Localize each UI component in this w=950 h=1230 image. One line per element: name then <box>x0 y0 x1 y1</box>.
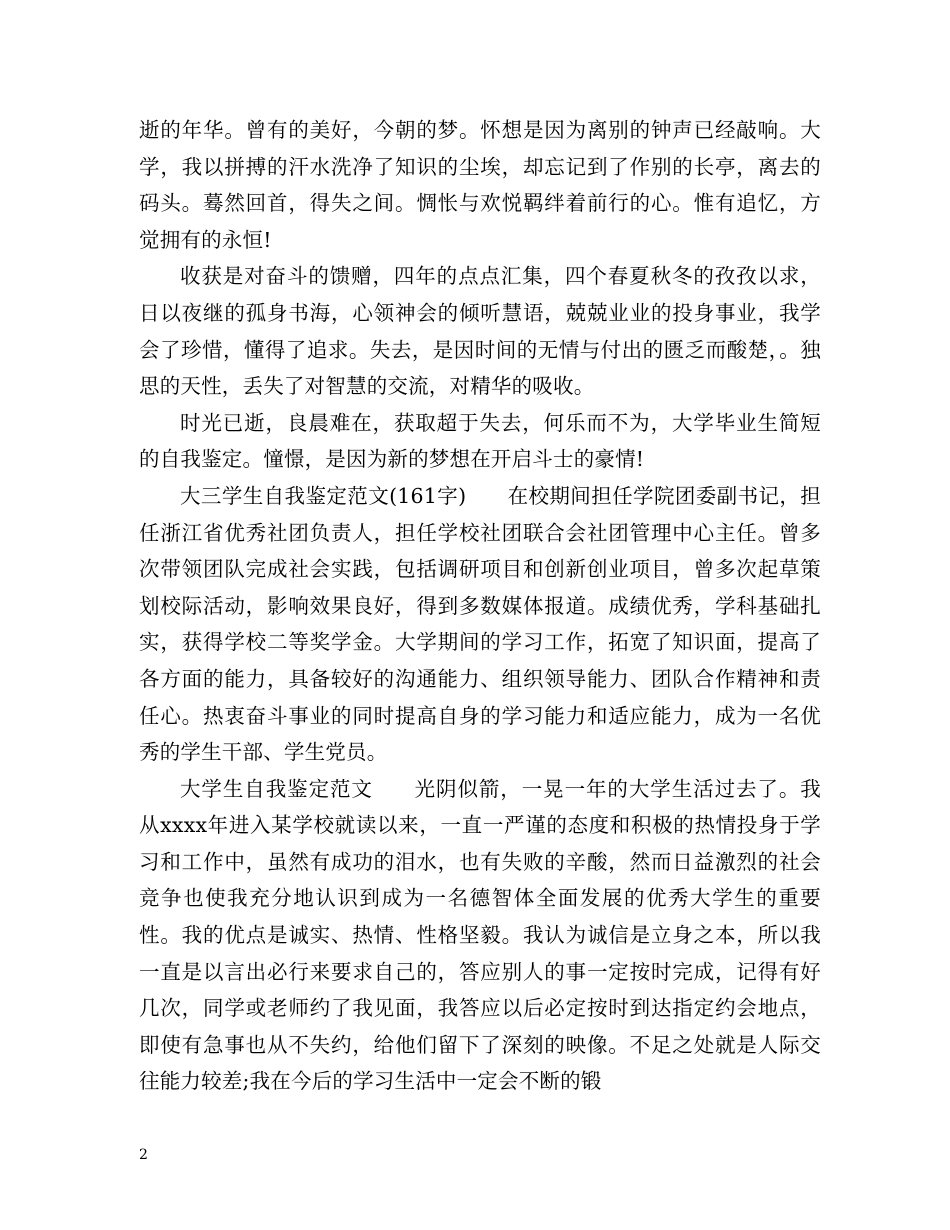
page-number: 2 <box>139 1147 148 1163</box>
section-heading-junior-self-appraisal: 大三学生自我鉴定范文(161字) <box>180 483 467 508</box>
section-heading-student-self-appraisal: 大学生自我鉴定范文 <box>180 776 373 801</box>
document-body <box>139 112 821 1100</box>
paragraph-5-text: 光阴似箭，一晃一年的大学生活过去了。我从xxxx年进入某学校就读以来，一直一严谨的态度和积极的热情投身于学习和工作中，虽然有成功的泪水，也有失败的辛酸，然而日益激烈的社会竞争也使我充分地认识到成为一名德智体全面发展的优秀大学生的重要性。我的优点是诚实、热情、性格坚毅。我认为诚信是立身之本，所以我一直是以言出必行来要求自己的，答应别人的事一定按时完成，记得有好几次，同学或老师约了我见面，我答应以后必定按时到达指定约会地点，即使有急事也从不失约，给他们留下了深刻的映像。不足之处就是人际交往能力较差;我在今后的学习生活中一定会不断的锻 <box>139 776 821 1094</box>
paragraph-5 <box>139 771 821 1100</box>
paragraph-4-text: 在校期间担任学院团委副书记，担任浙江省优秀社团负责人，担任学校社团联合会社团管理中心主任。曾多次带领团队完成社会实践，包括调研项目和创新创业项目，曾多次起草策划校际活动，影响效果良好，得到多数媒体报道。成绩优秀，学科基础扎实，获得学校二等奖学金。大学期间的学习工作，拓宽了知识面，提高了各方面的能力，具备较好的沟通能力、组织领导能力、团队合作精神和责任心。热衷奋斗事业的同时提高自身的学习能力和适应能力，成为一名优秀的学生干部、学生党员。 <box>139 483 822 765</box>
paragraph-1 <box>139 112 821 258</box>
paragraph-2 <box>139 258 821 404</box>
paragraph-2-text: 收获是对奋斗的馈赠，四年的点点汇集，四个春夏秋冬的孜孜以求，日以夜继的孤身书海，心领神会的倾听慧语，兢兢业业的投身事业，我学会了珍惜，懂得了追求。失去，是因时间的无情与付出的匮乏而酸楚，。独思的天性，丢失了对智慧的交流，对精华的吸收。 <box>139 264 821 399</box>
paragraph-3 <box>139 405 821 478</box>
paragraph-1-text: 逝的年华。曾有的美好，今朝的梦。怀想是因为离别的钟声已经敲响。大学，我以拼搏的汗水洗净了知识的尘埃，却忘记到了作别的长亭，离去的码头。蓦然回首，得失之间。惆怅与欢悦羁绊着前行的心。惟有追忆，方觉拥有的永恒! <box>139 118 821 252</box>
paragraph-4 <box>139 478 821 771</box>
paragraph-3-text: 时光已逝，良晨难在，获取超于失去，何乐而不为，大学毕业生简短的自我鉴定。憧憬，是因为新的梦想在开启斗士的豪情! <box>139 410 821 472</box>
